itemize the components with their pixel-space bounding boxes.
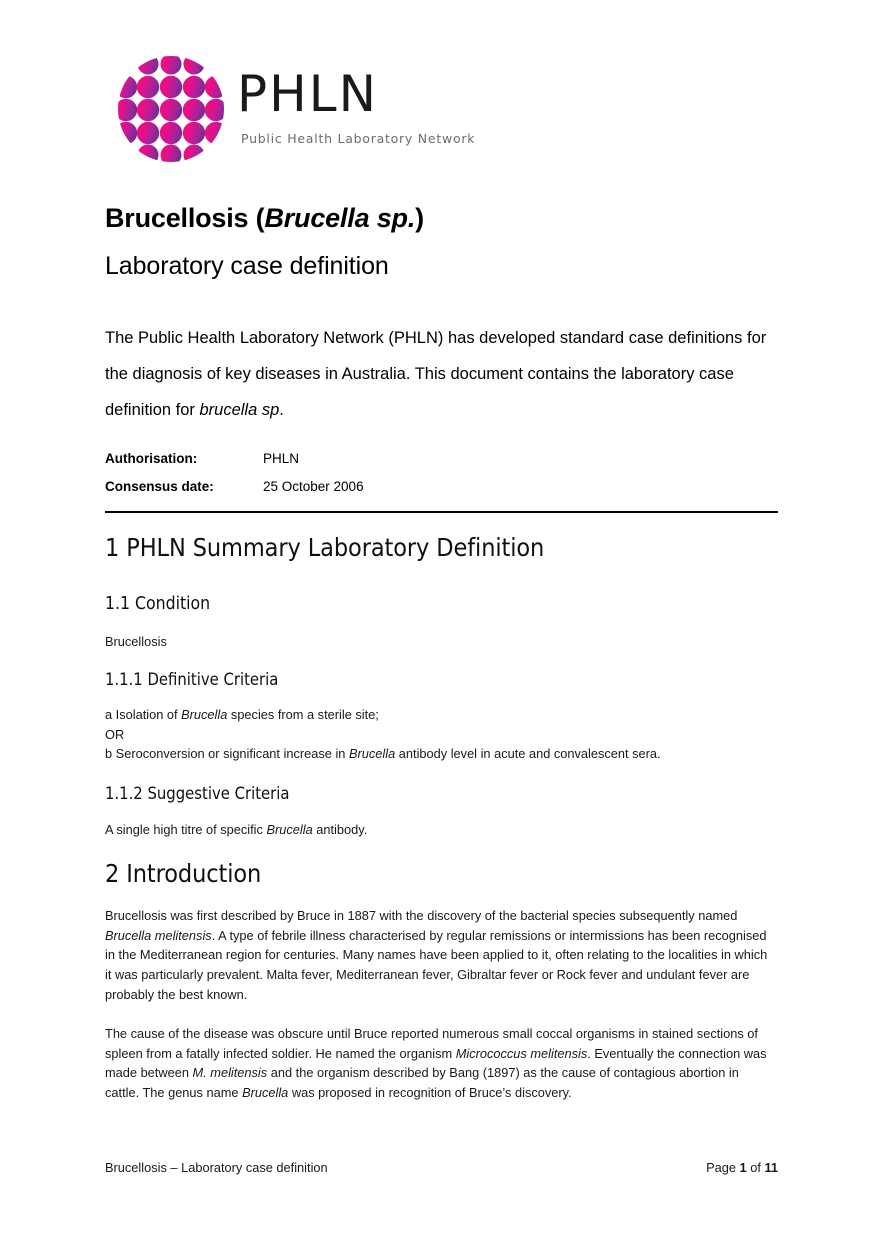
criteria-b-species: Brucella <box>348 746 396 761</box>
intro-text-1: The Public Health Laboratory Network (PHLN) has developed standard case definitions for the diagnosis of key diseases in Australia. This document contains the laboratory case definition for <box>105 329 767 419</box>
consensus-date-label: Consensus date: <box>105 479 214 494</box>
footer-page-number: 1 <box>739 1160 747 1175</box>
para2-species-2: M. melitensis <box>192 1065 268 1081</box>
criteria-item-a <box>105 705 775 725</box>
para2-text-3: and the organism described by Bang (1897) as the cause of contagious abortion in cattle. The genus name <box>105 1065 739 1101</box>
section-divider <box>105 511 778 513</box>
page-title <box>105 203 424 234</box>
criteria-b-suffix: antibody level in acute and convalescent sera. <box>395 746 661 761</box>
intro-paragraph <box>105 320 770 428</box>
intro-species: brucella sp <box>199 401 280 419</box>
heading-section-1: 1 PHLN Summary Laboratory Definition <box>105 533 545 562</box>
metadata-row-consensus-date <box>105 473 364 501</box>
para2-species-3: Brucella <box>242 1085 289 1101</box>
para1-text-2: . A type of febrile illness characterised by regular remissions or intermissions has been recognised in the Mediterranean region for centuries. Many names have been applied to it, often relating to the localities in which it was particularly prevalent. Malta fever, Mediterranean fever, Gibraltar fever or Rock fever and undulant fever are probably the best known. <box>105 927 768 1002</box>
heading-section-1-1-2: 1.1.2 Suggestive Criteria <box>105 784 290 803</box>
criteria-a-prefix: a Isolation of <box>105 707 182 722</box>
suggestive-prefix: A single high titre of specific <box>105 822 267 837</box>
heading-section-2: 2 Introduction <box>105 859 262 888</box>
criteria-b-prefix: b Seroconversion or significant increase in <box>105 746 349 761</box>
para2-species-1: Micrococcus melitensis <box>455 1045 588 1061</box>
definitive-criteria-list <box>105 705 775 764</box>
title-prefix: Brucellosis ( <box>105 203 265 233</box>
criteria-a-suffix: species from a sterile site; <box>227 707 379 722</box>
footer-page-prefix: Page <box>706 1160 740 1175</box>
section-1-1-body: Brucellosis <box>105 634 167 649</box>
footer-page-total: 11 <box>764 1160 778 1175</box>
heading-section-1-1: 1.1 Condition <box>105 594 211 614</box>
metadata-row-authorisation <box>105 445 364 473</box>
criteria-separator-or: OR <box>105 726 125 742</box>
suggestive-suffix: antibody. <box>312 822 368 837</box>
phln-tagline: Public Health Laboratory Network <box>241 131 476 146</box>
document-metadata <box>105 445 364 501</box>
footer-document-name: Brucellosis – Laboratory case definition <box>105 1160 328 1175</box>
suggestive-criteria-body <box>105 820 775 840</box>
consensus-date-value: 25 October 2006 <box>263 479 364 494</box>
authorisation-label: Authorisation: <box>105 451 198 466</box>
introduction-paragraph-1 <box>105 906 775 1005</box>
footer-page-indicator <box>706 1160 778 1175</box>
para1-text-1: Brucellosis was first described by Bruce in 1887 with the discovery of the bacterial species subsequently named <box>105 908 738 923</box>
criteria-item-b <box>105 744 775 764</box>
para2-text-4: was proposed in recognition of Bruce’s discovery. <box>288 1085 572 1101</box>
criteria-a-species: Brucella <box>181 707 228 722</box>
title-species: Brucella sp. <box>264 203 416 233</box>
heading-section-1-1-1: 1.1.1 Definitive Criteria <box>105 670 279 689</box>
authorisation-value: PHLN <box>263 451 300 466</box>
page-subtitle: Laboratory case definition <box>105 252 389 280</box>
page-footer <box>105 1160 778 1175</box>
phln-sphere-icon <box>117 55 225 163</box>
phln-logo <box>105 55 476 170</box>
suggestive-species: Brucella <box>266 822 313 837</box>
para2-text-1: The cause of the disease was obscure until Bruce reported numerous small coccal organisms in stained sections of spleen from a fatally infected soldier. He named the organism <box>105 1026 758 1061</box>
para2-text-2: . Eventually the connection was made between <box>105 1045 767 1081</box>
intro-text-2: . <box>279 401 284 419</box>
title-suffix: ) <box>415 203 424 233</box>
footer-page-middle: of <box>746 1160 765 1175</box>
introduction-paragraph-2 <box>105 1024 775 1103</box>
para1-species-1: Brucella melitensis <box>105 927 212 943</box>
phln-wordmark: PHLN <box>237 65 379 123</box>
